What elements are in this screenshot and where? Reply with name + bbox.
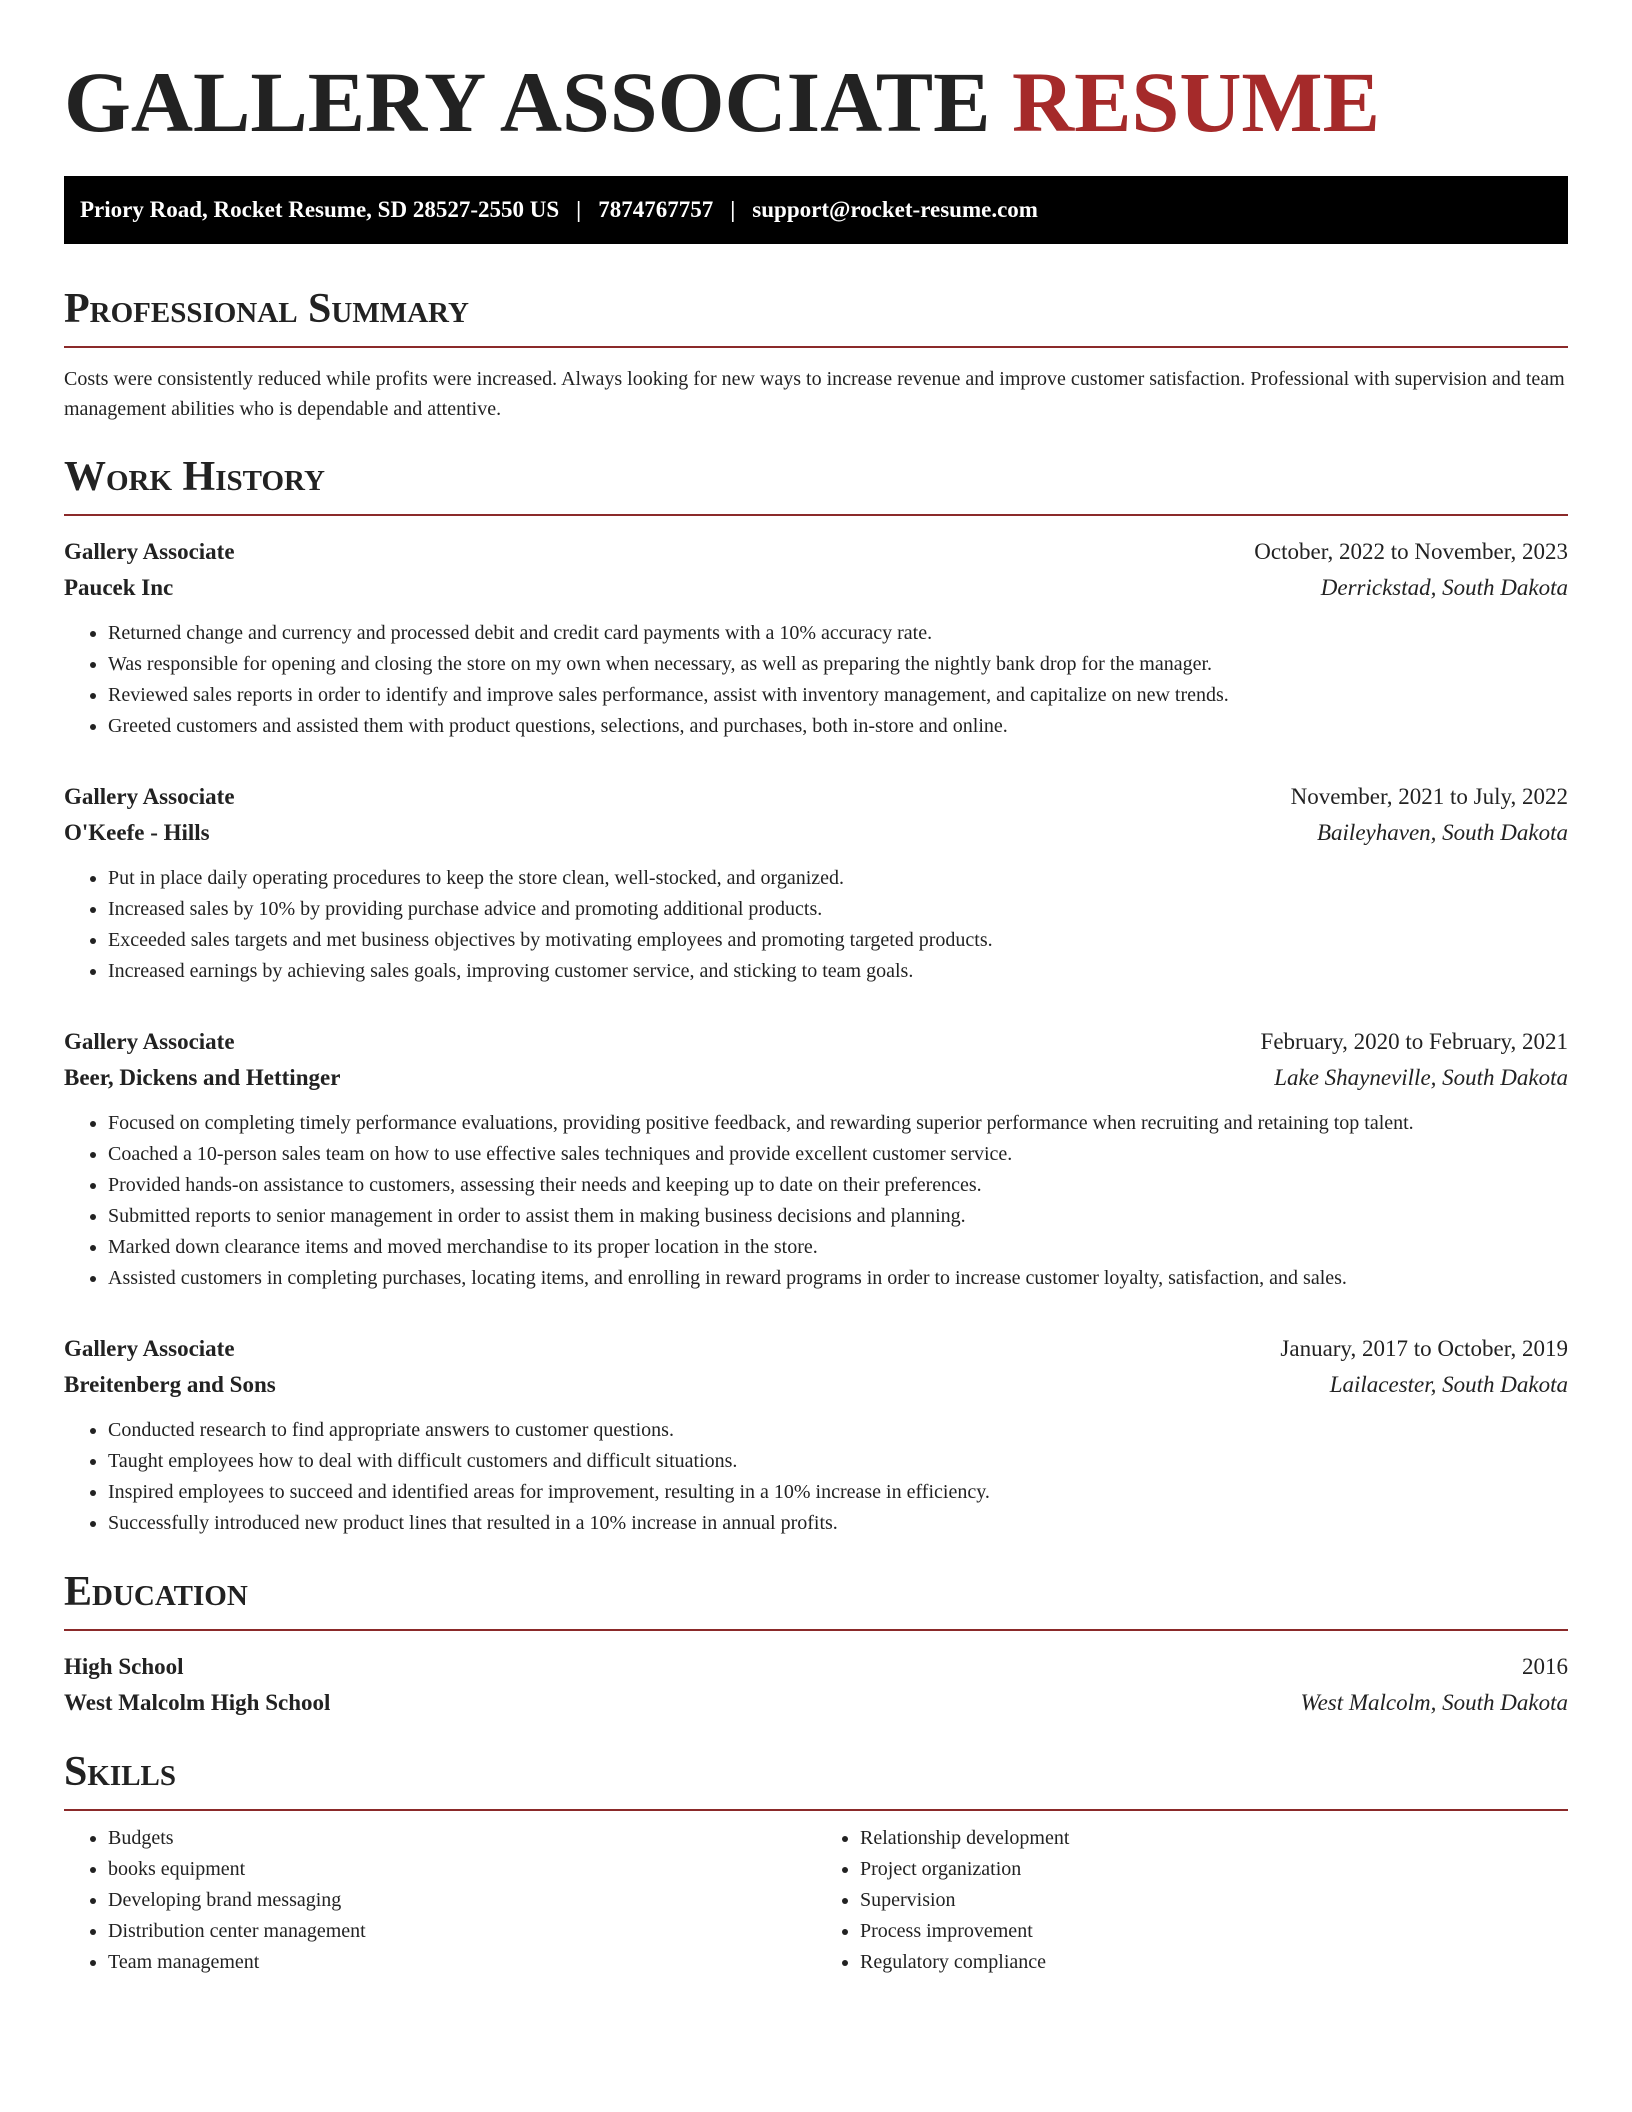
section-rule (64, 346, 1568, 348)
contact-email: support@rocket-resume.com (752, 197, 1038, 222)
list-item: • Project organization (860, 1854, 1568, 1885)
job-company-row (64, 815, 1568, 851)
job-title: Gallery Associate (64, 1029, 235, 1054)
job-dates: October, 2022 to November, 2023 (1254, 539, 1568, 564)
section-rule (64, 1629, 1568, 1631)
education-degree: High School (64, 1654, 184, 1679)
job-location: Lailacester, South Dakota (1329, 1372, 1568, 1397)
list-item: • Put in place daily operating procedures to keep the store clean, well-stocked, and organized. (108, 863, 1568, 894)
skills-columns (64, 1823, 1568, 1978)
list-item: • Inspired employees to succeed and identified areas for improvement, resulting in a 10% increase in efficiency. (108, 1477, 1568, 1508)
job-title: Gallery Associate (64, 1336, 235, 1361)
list-item: • Coached a 10-person sales team on how to use effective sales techniques and provide excellent customer service. (108, 1139, 1568, 1170)
list-item: • Exceeded sales targets and met business objectives by motivating employees and promoting targeted products. (108, 925, 1568, 956)
job-company: Paucek Inc (64, 575, 174, 600)
list-item: • Process improvement (860, 1916, 1568, 1947)
list-item: • Successfully introduced new product lines that resulted in a 10% increase in annual profits. (108, 1508, 1568, 1539)
contact-separator: | (576, 197, 582, 222)
list-item: • Greeted customers and assisted them with product questions, selections, and purchases, both in-store and online. (108, 711, 1568, 742)
job-title-row (64, 534, 1568, 570)
job-entry (64, 1024, 1568, 1294)
list-item: • books equipment (108, 1854, 816, 1885)
title-role: GALLERY ASSOCIATE (64, 54, 991, 150)
skills-list-right (816, 1823, 1568, 1978)
resume-title (64, 0, 1568, 152)
education-year: 2016 (1522, 1654, 1568, 1679)
list-item: • Relationship development (860, 1823, 1568, 1854)
education-school-row (64, 1685, 1568, 1721)
job-location: Lake Shayneville, South Dakota (1274, 1065, 1568, 1090)
list-item: • Distribution center management (108, 1916, 816, 1947)
list-item: • Team management (108, 1947, 816, 1978)
list-item: • Marked down clearance items and moved merchandise to its proper location in the store. (108, 1232, 1568, 1263)
section-heading-education: Education (64, 1569, 248, 1615)
section-heading-skills: Skills (64, 1749, 177, 1795)
list-item: • Budgets (108, 1823, 816, 1854)
contact-phone: 7874767757 (598, 197, 714, 222)
list-item: • Taught employees how to deal with difficult customers and difficult situations. (108, 1446, 1568, 1477)
title-resume-word: RESUME (1012, 54, 1380, 150)
list-item: • Increased earnings by achieving sales goals, improving customer service, and sticking to team goals. (108, 956, 1568, 987)
section-heading-work-history: Work History (64, 454, 325, 500)
skills-list-left (64, 1823, 816, 1978)
job-title-row (64, 779, 1568, 815)
job-dates: February, 2020 to February, 2021 (1260, 1029, 1568, 1054)
job-dates: November, 2021 to July, 2022 (1290, 784, 1568, 809)
list-item: • Assisted customers in completing purchases, locating items, and enrolling in reward programs in order to increase customer loyalty, satisfaction, and sales. (108, 1263, 1568, 1294)
job-company: O'Keefe - Hills (64, 820, 210, 845)
job-location: Derrickstad, South Dakota (1320, 575, 1568, 600)
section-heading-summary: Professional Summary (64, 286, 469, 332)
job-company-row (64, 1060, 1568, 1096)
education-school: West Malcolm High School (64, 1690, 331, 1715)
job-company-row (64, 1367, 1568, 1403)
job-bullets (64, 1108, 1568, 1294)
list-item: • Submitted reports to senior management in order to assist them in making business decisions and planning. (108, 1201, 1568, 1232)
education-section (64, 1567, 1568, 1721)
job-location: Baileyhaven, South Dakota (1316, 820, 1568, 845)
skills-section (64, 1747, 1568, 1978)
summary-text: Costs were consistently reduced while profits were increased. Always looking for new ways to increase revenue and improve customer satisfaction. Professional with supervision and team management abilities who is dependable and attentive. (64, 368, 1565, 420)
list-item: • Was responsible for opening and closing the store on my own when necessary, as well as preparing the nightly bank drop for the manager. (108, 649, 1568, 680)
job-title: Gallery Associate (64, 539, 235, 564)
job-entry (64, 534, 1568, 742)
job-bullets (64, 618, 1568, 742)
contact-address: Priory Road, Rocket Resume, SD 28527-2550 US (80, 197, 560, 222)
work-history-section (64, 452, 1568, 1539)
job-company: Beer, Dickens and Hettinger (64, 1065, 341, 1090)
job-dates: January, 2017 to October, 2019 (1280, 1336, 1568, 1361)
list-item: • Increased sales by 10% by providing purchase advice and promoting additional products. (108, 894, 1568, 925)
contact-bar (64, 176, 1568, 244)
section-rule (64, 1809, 1568, 1811)
list-item: • Reviewed sales reports in order to identify and improve sales performance, assist with inventory management, and capitalize on new trends. (108, 680, 1568, 711)
list-item: • Focused on completing timely performance evaluations, providing positive feedback, and rewarding superior performance when recruiting and retaining top talent. (108, 1108, 1568, 1139)
job-entry (64, 1331, 1568, 1539)
list-item: • Regulatory compliance (860, 1947, 1568, 1978)
job-bullets (64, 1415, 1568, 1539)
education-entry (64, 1649, 1568, 1721)
list-item: • Conducted research to find appropriate answers to customer questions. (108, 1415, 1568, 1446)
list-item: • Supervision (860, 1885, 1568, 1916)
list-item: • Returned change and currency and processed debit and credit card payments with a 10% accuracy rate. (108, 618, 1568, 649)
summary-section (64, 284, 1568, 424)
job-title-row (64, 1024, 1568, 1060)
job-bullets (64, 863, 1568, 987)
education-degree-row (64, 1649, 1568, 1685)
job-company: Breitenberg and Sons (64, 1372, 276, 1397)
list-item: • Developing brand messaging (108, 1885, 816, 1916)
job-entry (64, 779, 1568, 987)
contact-separator: | (730, 197, 736, 222)
job-title-row (64, 1331, 1568, 1367)
list-item: • Provided hands-on assistance to customers, assessing their needs and keeping up to date on their preferences. (108, 1170, 1568, 1201)
job-title: Gallery Associate (64, 784, 235, 809)
education-location: West Malcolm, South Dakota (1300, 1690, 1568, 1715)
job-company-row (64, 570, 1568, 606)
section-rule (64, 514, 1568, 516)
